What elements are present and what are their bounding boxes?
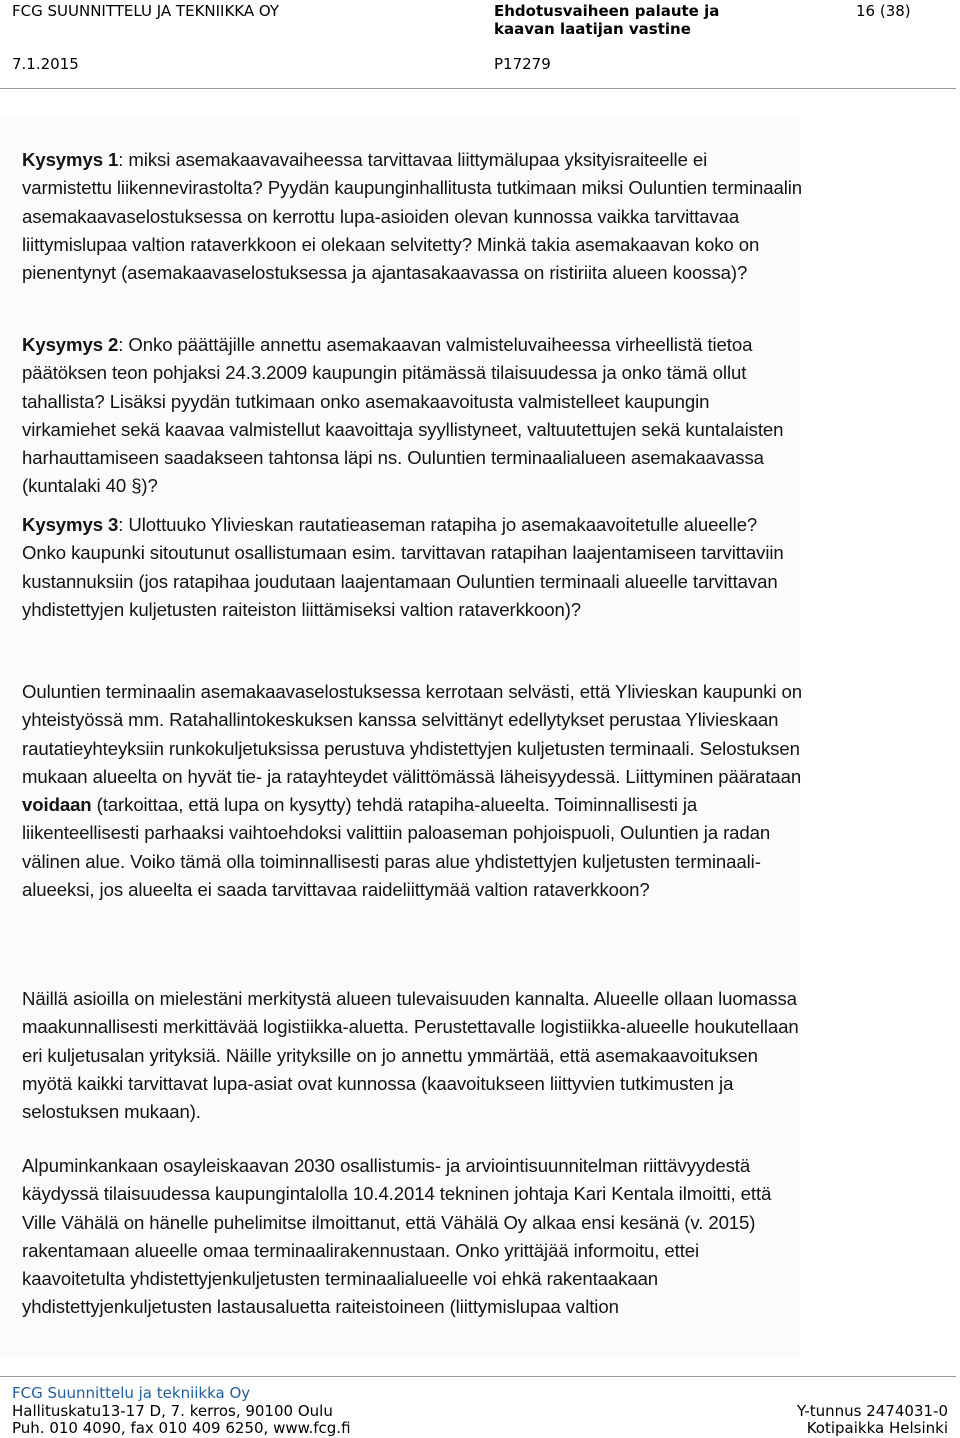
question-3-paragraph xyxy=(22,511,802,624)
header-divider xyxy=(0,88,956,89)
terminal-plan-text-end: (tarkoittaa, että lupa on kysytty) tehdä ratapiha-alueelta. Toiminnallisesti ja liikenteellisesti parhaaksi vaihtoehdoksi valittiin paloaseman pohjoispuoli, Ouluntien ja radan välinen alue. Voiko tämä olla toiminnallisesti paras alue yhdistettyjen kuljetusten terminaali-alueeksi, jos alueelta ei saada tarvittavaa raideliittymää valtion rataverkkoon? xyxy=(22,794,771,901)
master-plan-paragraph: Alpuminkankaan osayleiskaavan 2030 osallistumis- ja arviointisuunnitelman riittävyydestä käydyssä tilaisuudessa kaupungintalolla 10.4.2014 tekninen johtaja Kari Kentala ilmoitti, että Ville Vähälä on hänelle puhelimitse ilmoittanut, että Vähälä Oy alkaa ensi kesänä (v. 2015) rakentamaan alueelle omaa terminaalirakennustaan. Onko yrittäjää informoitu, ettei kaavoitetulta yhdistettyjenkuljetusten terminaalialueelle voi ehkä rakentaakaan yhdistettyjenkuljetusten lastausaluetta raiteistoineen (liittymislupaa valtion xyxy=(22,1155,772,1318)
logistics-area-paragraph: Näillä asioilla on mielestäni merkitystä alueen tulevaisuuden kannalta. Alueelle ollaan luomassa maakunnallisesti merkittävää logistiikka-aluetta. Perustettavalle logistiikka-alueelle houkutellaan eri kuljetusalan yrityksiä. Näille yrityksille on jo annettu ymmärtää, että asemakaavoituksen myötä kaikki tarvittavat lupa-asiat ovat kunnossa (kaavoitukseen liittyvien tutkimusten ja selostuksen mukaan). xyxy=(22,988,799,1123)
header-page-number: 16 (38) xyxy=(856,2,911,20)
terminal-plan-paragraph xyxy=(22,678,802,904)
footer-contact: Puh. 010 4090, fax 010 409 6250, www.fcg.fi xyxy=(12,1419,351,1437)
question-1-paragraph xyxy=(22,146,802,287)
footer-divider xyxy=(0,1376,956,1377)
terminal-plan-emphasis: voidaan xyxy=(22,794,92,816)
footer-address: Hallituskatu13-17 D, 7. kerros, 90100 Oulu xyxy=(12,1402,333,1420)
question-3-text: : Ulottuuko Ylivieskan rautatieaseman ratapiha jo asemakaavoitetulle alueelle? Onko kaupunki sitoutunut osallistumaan esim. tarvittavan ratapihan laajentamiseen tarvittaviin kustannuksiin (jos ratapihaa joudutaan laajentamaan Ouluntien terminaali alueelle tarvittavan yhdistettyjen kuljetusten raiteiston liittämiseksi valtion rataverkkoon)? xyxy=(22,514,784,620)
header-company: FCG SUUNNITTELU JA TEKNIIKKA OY xyxy=(12,2,280,20)
question-3-label: Kysymys 3 xyxy=(22,514,119,535)
question-2-paragraph xyxy=(22,331,802,501)
question-2-label: Kysymys 2 xyxy=(22,334,119,355)
footer-company: FCG Suunnittelu ja tekniikka Oy xyxy=(12,1384,251,1402)
header-project-number: P17279 xyxy=(494,55,551,73)
terminal-plan-text-start: Ouluntien terminaalin asemakaavaselostuksessa kerrotaan selvästi, että Ylivieskan kaupunki on yhteistyössä mm. Ratahallintokeskuksen kanssa selvittänyt edellytykset perustaa Ylivieskaan rautatieyhteyksiin runkokuljetuksissa perustuva yhdistettyjen kuljetusten terminaali. Selostuksen mukaan alueelta on hyvät tie- ja ratayhteydet välittömässä läheisyydessä. Liittyminen päärataan xyxy=(22,681,802,787)
header-title-line1: Ehdotusvaiheen palaute ja xyxy=(494,2,720,20)
header-date: 7.1.2015 xyxy=(12,55,79,73)
question-1-text: : miksi asemakaavavaiheessa tarvittavaa liittymälupaa yksityisraiteelle ei varmistettu liikennevirastolta? Pyydän kaupunginhallitusta tutkimaan miksi Ouluntien terminaalin asemakaavaselostuksessa on kerrottu lupa-asioiden olevan kunnossa vaikka tarvittavaa liittymislupaa valtion rataverkkoon ei olekaan selvitetty? Minkä takia asemakaavan koko on pienentynyt (asemakaavaselostuksessa ja ajantasakaavassa on ristiriita alueen koossa)? xyxy=(22,149,802,284)
footer-domicile: Kotipaikka Helsinki xyxy=(806,1419,948,1437)
question-2-text: : Onko päättäjille annettu asemakaavan valmisteluvaiheessa virheellistä tietoa päätöksen teon pohjaksi 24.3.2009 kaupungin pitämässä tilaisuudessa ja onko tämä ollut tahallista? Lisäksi pyydän tutkimaan onko asemakaavoitusta valmistelleet kaupungin virkamiehet sekä kaavaa valmistellut kaavoittaja syyllistyneet, valtuutettujen sekä kuntalaisten harhauttamiseen saadakseen tahtonsa läpi ns. Ouluntien terminaalialueen asemakaavassa (kuntalaki 40 §)? xyxy=(22,334,784,497)
header-title-line2: kaavan laatijan vastine xyxy=(494,20,691,38)
question-1-label: Kysymys 1 xyxy=(22,149,119,170)
footer-business-id: Y-tunnus 2474031-0 xyxy=(796,1402,948,1420)
